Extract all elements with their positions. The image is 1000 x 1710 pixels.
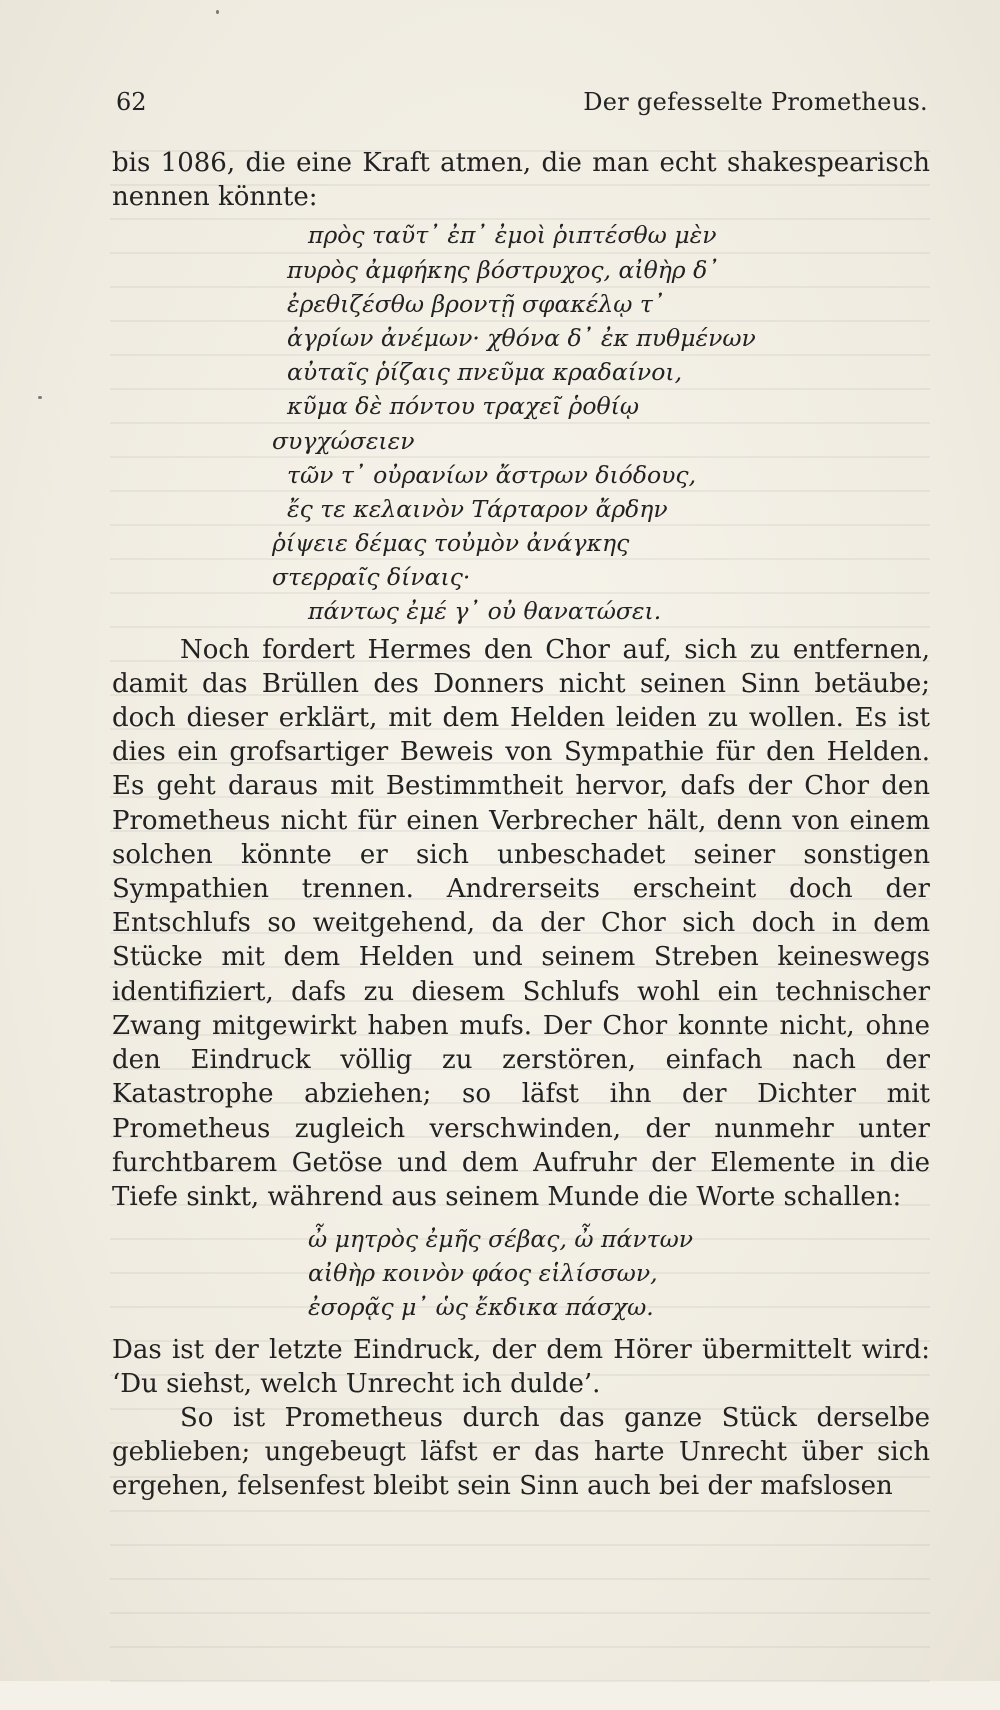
paper-speck [38, 396, 42, 399]
paragraph: So ist Prometheus durch das ganze Stück derselbe geblieben; ungebeugt läfst er das harte Unrecht über sich ergehen, felsenfest bleibt sein Sinn auch bei der mafslosen [112, 1403, 930, 1502]
verse-line: ὦ μητρὸς ἐμῆς σέβας, ὦ πάντων [308, 1225, 694, 1254]
paragraph: Noch fordert Hermes den Chor auf, sich zu entfernen, damit das Brüllen des Donners nicht seinen Sinn betäube; doch dieser erklärt, mit dem Helden leiden zu wollen. Es ist dies ein grofsartiger Beweis von Sympathie für den Helden. Es geht daraus mit Bestimmtheit hervor, dafs der Chor den Prometheus nicht für einen Verbrecher hält, denn von einem solchen könnte er sich unbeschadet seiner sonstigen Sympathien trennen. Andrerseits erscheint doch der Entschlufs so weitgehend, da der Chor sich doch in dem Stücke mit dem Helden und seinem Streben keineswegs identifiziert, dafs zu diesem Schlufs wohl ein technischer Zwang mitgewirkt haben mufs. Der Chor konnte nicht, ohne den Eindruck völlig zu zerstören, einfach nach der Katastrophe abziehen; so läfst ihn der Dichter mit Prometheus zugleich verschwinden, der nunmehr unter furchtbarem Getöse und dem Aufruhr der Elemente in die Tiefe sinkt, während aus seinem Munde die Worte schallen: [112, 634, 930, 1212]
greek-quotation [112, 218, 930, 628]
body-text [112, 146, 930, 1504]
verse-line: πάντως ἐμέ γ᾽ οὐ θανατώσει. [308, 597, 662, 626]
page-header [116, 88, 928, 128]
verse-line: ἔς τε κελαινὸν Τάρταρον ἄρδην [287, 494, 668, 523]
verse-line: αἰθὴρ κοινὸν φάος εἱλίσσων, [308, 1259, 658, 1288]
verse-line: πρὸς ταῦτ᾽ ἐπ᾽ ἐμοὶ ῥιπτέσθω μὲν [308, 221, 717, 250]
verse-line: ἐσορᾷς μ᾽ ὡς ἔκδικα πάσχω. [308, 1293, 654, 1322]
page-number: 62 [116, 88, 147, 116]
verse-line: στερραῖς δίναις· [272, 563, 471, 592]
verse-line: ἐρεθιζέσθω βροντῇ σφακέλῳ τ᾽ [287, 289, 665, 318]
greek-quotation [112, 1222, 930, 1325]
paragraph: Das ist der letzte Eindruck, der dem Hörer übermittelt wird: ‘Du siehst, welch Unrecht ich dulde’. [112, 1334, 930, 1399]
running-title: Der gefesselte Prometheus. [583, 88, 928, 116]
paper-speck [216, 10, 219, 14]
verse-line: αὐταῖς ῥίζαις πνεῦμα κραδαίνοι, [287, 358, 683, 387]
verse-line: κῦμα δὲ πόντου τραχεῖ ῥοθίῳ [287, 392, 640, 421]
verse-line: συγχώσειεν [272, 426, 415, 455]
verse-line: ῥίψειε δέμας τοὐμὸν ἀνάγκης [272, 529, 630, 558]
verse-line: ἀγρίων ἀνέμων· χθόνα δ᾽ ἐκ πυθμένων [287, 323, 756, 352]
verse-line: πυρὸς ἀμφήκης βόστρυχος, αἰθὴρ δ᾽ [287, 255, 719, 284]
paragraph: bis 1086, die eine Kraft atmen, die man echt shakespearisch nennen könnte: [112, 148, 930, 213]
verse-line: τῶν τ᾽ οὐρανίων ἄστρων διόδους, [287, 460, 697, 489]
